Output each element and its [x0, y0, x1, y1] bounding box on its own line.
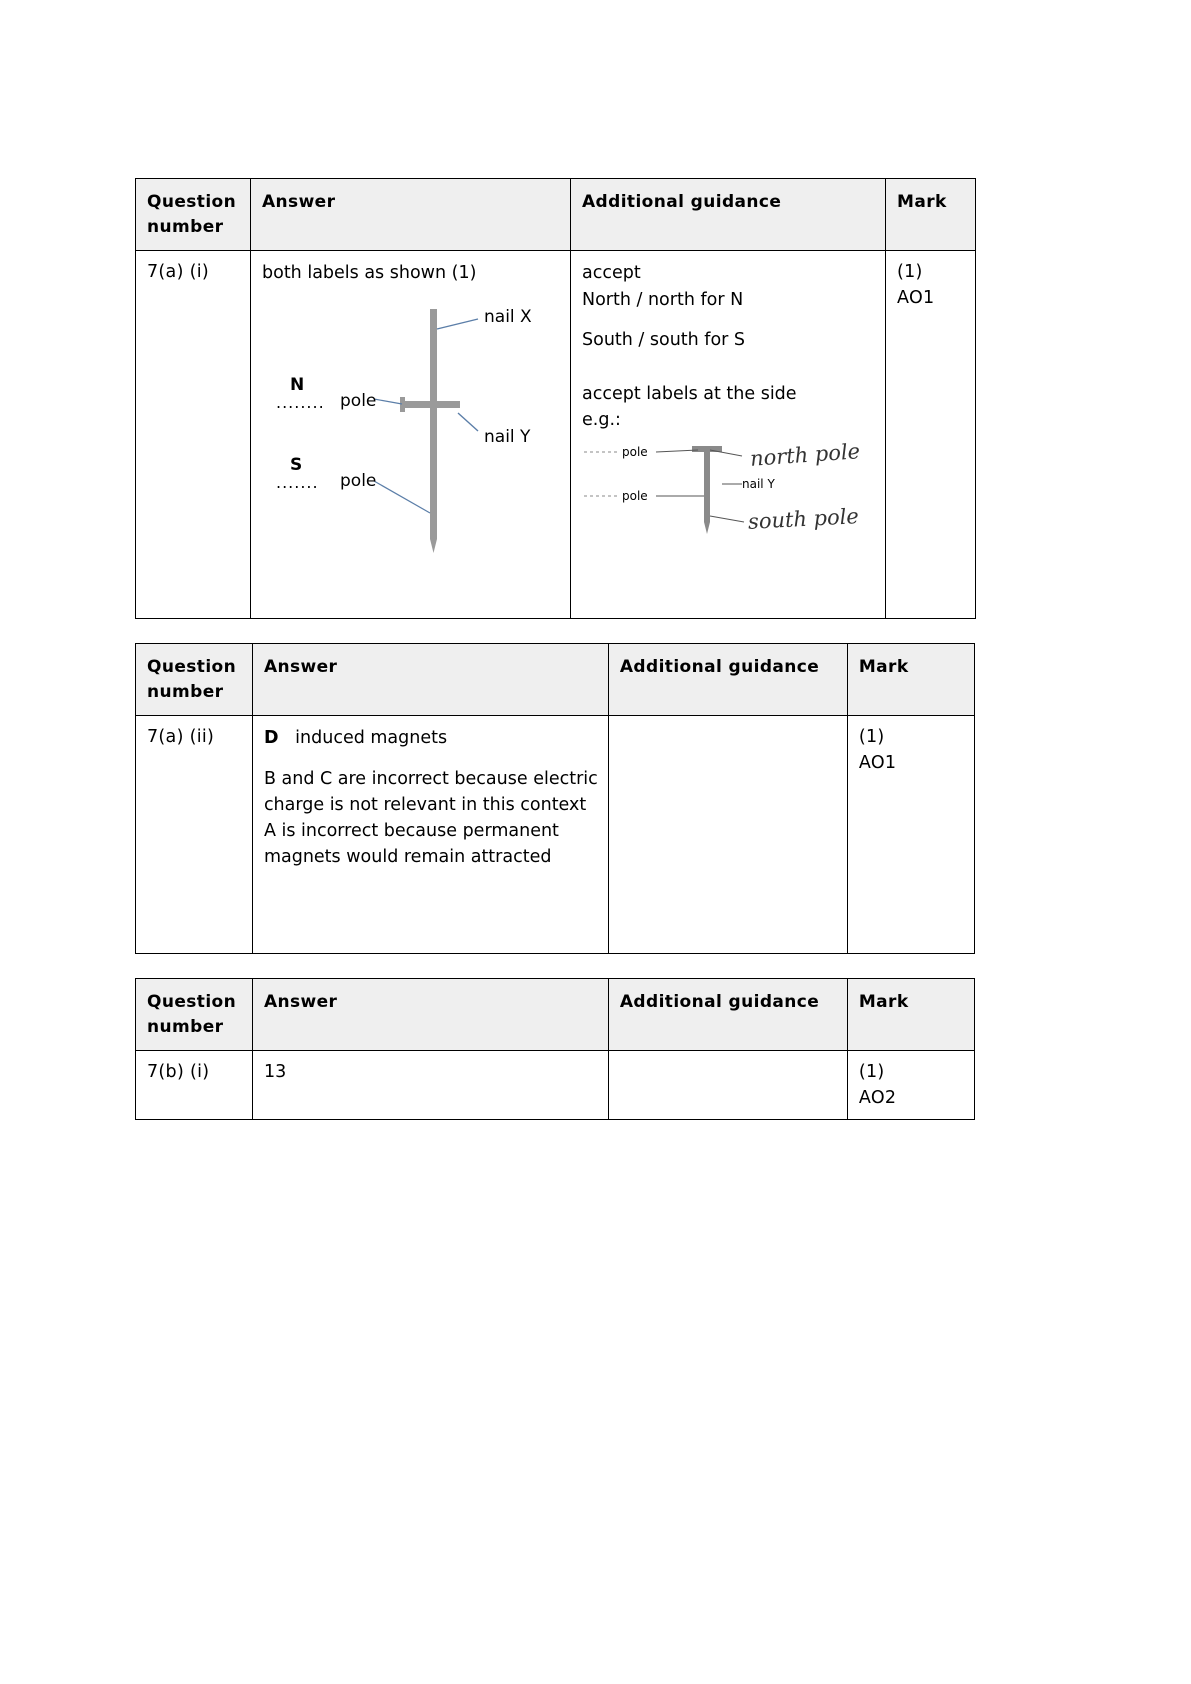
- nail-y-head: [400, 397, 405, 412]
- cell-additional-guidance: [571, 251, 886, 619]
- answer-explanation-2: A is incorrect because permanent magnets would remain attracted: [263, 821, 559, 868]
- guidance-line-6: e.g.:: [582, 410, 621, 431]
- header-mark: Mark: [847, 644, 974, 716]
- answer-main-text: induced magnets: [295, 728, 448, 749]
- mark-value: (1): [858, 727, 885, 748]
- header-additional-guidance: Additional guidance: [608, 644, 847, 716]
- guidance-label-nail-y: nail Y: [742, 476, 775, 491]
- table-row: [136, 251, 976, 619]
- cell-answer: 13: [252, 1051, 608, 1120]
- guidance-leader-north: [710, 450, 742, 456]
- nail-x-shaft: [430, 309, 437, 539]
- answer-spacer: [264, 752, 598, 766]
- guidance-label-pole-top: pole: [622, 444, 648, 459]
- guidance-line-0: accept: [582, 263, 641, 284]
- cell-mark: [847, 716, 974, 954]
- cell-question-number: 7(b) (i): [136, 1051, 253, 1120]
- header-answer: Answer: [252, 644, 608, 716]
- mark-value: (1): [897, 262, 923, 283]
- diagram-dots-bottom: .......: [276, 472, 319, 492]
- leader-south-pole: [374, 481, 430, 513]
- table-header-row: [136, 179, 976, 251]
- mark-ao: AO1: [897, 287, 935, 308]
- header-answer: Answer: [251, 179, 571, 251]
- answer-letter: D: [263, 728, 279, 749]
- header-additional-guidance: Additional guidance: [571, 179, 886, 251]
- mark-ao: AO2: [858, 1087, 897, 1108]
- guidance-label-pole-bottom: pole: [622, 488, 648, 503]
- diagram-label-n: N: [290, 374, 305, 395]
- cell-answer: [252, 716, 608, 954]
- guidance-line-1: North / north for N: [582, 289, 744, 310]
- cell-question-number: 7(a) (i): [136, 251, 251, 619]
- header-mark: Mark: [847, 979, 974, 1051]
- table-header-row: [136, 644, 975, 716]
- guidance-leader-south: [710, 516, 744, 522]
- nail-x-point: [430, 539, 437, 553]
- handwritten-south-pole: south pole: [747, 503, 860, 534]
- leader-north-pole: [374, 399, 402, 404]
- header-question-number: Question number: [136, 179, 251, 251]
- mark-scheme-table-2: [135, 643, 975, 954]
- diagram-label-nail-y: nail Y: [484, 426, 531, 447]
- diagram-label-s: S: [290, 454, 303, 475]
- cell-mark: [847, 1051, 974, 1120]
- handwritten-north-pole: north pole: [749, 438, 861, 471]
- mark-scheme-table-3: [135, 978, 975, 1120]
- table-header-row: [136, 979, 975, 1051]
- cell-additional-guidance: [608, 716, 847, 954]
- guidance-leader-top: [656, 450, 698, 452]
- cell-question-number: 7(a) (ii): [136, 716, 253, 954]
- cell-mark: [886, 251, 976, 619]
- guidance-example-diagram: [582, 438, 875, 558]
- diagram-label-pole-top: pole: [340, 390, 377, 411]
- header-mark: Mark: [886, 179, 976, 251]
- table-row: [136, 716, 975, 954]
- leader-nail-x: [437, 319, 478, 329]
- diagram-dots-top: ........: [276, 392, 325, 412]
- table-row: [136, 1051, 975, 1120]
- answer-choice-line: [264, 725, 598, 751]
- header-question-number: Question number: [136, 644, 253, 716]
- guidance-nail-point: [704, 522, 710, 534]
- nail-y-shaft: [402, 401, 460, 408]
- nail-magnet-diagram: [262, 301, 560, 601]
- guidance-spacer-2: [582, 353, 875, 367]
- guidance-spacer-3: [582, 367, 875, 381]
- header-additional-guidance: Additional guidance: [608, 979, 847, 1051]
- header-question-number: Question number: [136, 979, 253, 1051]
- leader-nail-y: [458, 413, 478, 431]
- diagram-label-pole-bottom: pole: [340, 470, 377, 491]
- mark-scheme-table-1: [135, 178, 976, 619]
- header-answer: Answer: [252, 979, 608, 1051]
- answer-explanation-1: B and C are incorrect because electric charge is not relevant in this context: [263, 768, 598, 815]
- cell-answer: [251, 251, 571, 619]
- answer-text: both labels as shown (1): [262, 263, 477, 284]
- guidance-nail-shaft: [704, 450, 710, 522]
- guidance-line-3: South / south for S: [582, 329, 746, 350]
- diagram-label-nail-x: nail X: [484, 306, 532, 327]
- guidance-line-5: accept labels at the side: [582, 384, 797, 405]
- guidance-spacer-1: [582, 313, 875, 327]
- mark-ao: AO1: [858, 752, 897, 773]
- mark-value: (1): [858, 1062, 885, 1083]
- cell-additional-guidance: [608, 1051, 847, 1120]
